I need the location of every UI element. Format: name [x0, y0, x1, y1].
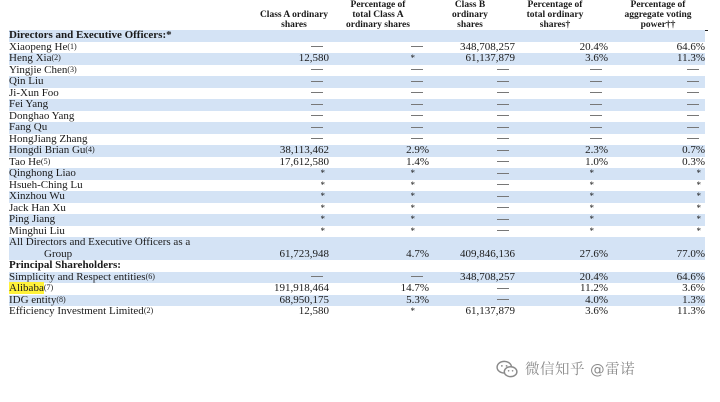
- dash-mark: [687, 92, 699, 93]
- dash-mark: [497, 92, 509, 93]
- header-pct-total-ordinary: Percentage of total ordinary shares†: [526, 0, 584, 30]
- row-name: Hongdi Brian Gu: [9, 144, 86, 156]
- pct-voting-cell: 0.7%: [608, 145, 705, 157]
- class-b-shares-cell: [429, 88, 515, 100]
- class-b-shares-cell: 409,846,136: [429, 249, 515, 261]
- pct-class-a-cell: *: [329, 53, 429, 65]
- class-b-shares-cell: [429, 203, 515, 215]
- pct-class-a-cell: [329, 65, 429, 77]
- pct-voting-cell: [608, 122, 705, 134]
- dash-mark: [590, 92, 602, 93]
- pct-total-cell: [515, 99, 608, 111]
- row-name: Fei Yang: [9, 98, 49, 110]
- table-row: [9, 191, 705, 203]
- class-a-shares-cell: [233, 122, 329, 134]
- pct-voting-cell: *: [608, 168, 705, 180]
- pct-total-cell: [515, 122, 608, 134]
- dash-mark: [687, 127, 699, 128]
- dash-mark: [497, 173, 509, 174]
- pct-class-a-cell: 1.4%: [406, 155, 429, 168]
- row-name: Minghui Liu: [9, 224, 65, 237]
- pct-class-a-cell: [329, 42, 429, 54]
- row-name: Xiaopeng He: [9, 40, 68, 53]
- dash-mark: [590, 127, 602, 128]
- class-a-shares-cell: 12,580: [233, 53, 329, 65]
- footnote-ref: (2): [51, 53, 61, 62]
- pct-voting-cell: 77.0%: [608, 249, 705, 261]
- class-b-shares-cell: [429, 226, 515, 238]
- pct-class-a-cell: *: [329, 168, 429, 180]
- dash-mark: [311, 127, 323, 128]
- table-row: [9, 306, 705, 318]
- class-b-shares-cell: [429, 191, 515, 203]
- dash-mark: [590, 115, 602, 116]
- class-b-shares-cell: [429, 157, 515, 169]
- pct-voting-cell: *: [608, 191, 705, 203]
- row-name: Heng Xia: [9, 52, 52, 64]
- pct-total-cell: 1.0%: [585, 155, 608, 168]
- pct-total-cell: 27.6%: [515, 249, 608, 261]
- pct-total-cell: *: [589, 202, 594, 213]
- row-name: Qin Liu: [9, 75, 44, 87]
- dash-mark: [411, 92, 423, 93]
- dash-mark: [687, 104, 699, 105]
- pct-total-cell: 2.3%: [515, 145, 608, 157]
- pct-class-a-cell: *: [410, 225, 415, 236]
- row-label: [9, 306, 233, 318]
- row-name: All Directors and Executive Officers as a: [9, 236, 191, 248]
- row-name: Directors and Executive Officers:*: [9, 29, 172, 41]
- footnote-ref: (2): [143, 306, 154, 315]
- row-name: Ji-Xun Foo: [9, 86, 59, 99]
- class-a-shares-cell: 38,113,462: [233, 145, 329, 157]
- pct-class-a-cell: *: [329, 214, 429, 226]
- table-row: [9, 122, 705, 134]
- footnote-ref: (7): [43, 283, 54, 292]
- class-b-shares-cell: 348,708,257: [429, 272, 515, 284]
- dash-mark: [311, 115, 323, 116]
- dash-mark: [497, 150, 509, 151]
- header-class-a: Class A ordinary shares: [259, 10, 329, 30]
- class-a-shares-cell: *: [233, 214, 329, 226]
- table-row: [9, 157, 705, 169]
- class-a-shares-cell: [233, 76, 329, 88]
- dash-mark: [311, 138, 323, 139]
- pct-total-cell: [515, 88, 608, 100]
- table-row: [9, 203, 705, 215]
- pct-total-cell: *: [589, 179, 594, 190]
- table-row: [9, 214, 705, 226]
- row-name: HongJiang Zhang: [9, 132, 88, 145]
- pct-total-cell: [515, 76, 608, 88]
- dash-mark: [311, 92, 323, 93]
- header-class-b: Class B ordinary shares: [452, 0, 488, 30]
- row-label: [9, 237, 233, 249]
- class-b-shares-cell: [429, 65, 515, 77]
- pct-total-cell: [515, 65, 608, 77]
- row-name: Alibaba: [9, 282, 44, 294]
- footnote-ref: (5): [40, 156, 51, 166]
- dash-mark: [497, 230, 509, 231]
- dash-mark: [411, 138, 423, 139]
- pct-total-cell: 4.0%: [515, 295, 608, 307]
- pct-class-a-cell: 4.7%: [329, 249, 429, 261]
- row-name: Ping Jiang: [9, 213, 56, 225]
- pct-total-cell: 20.4%: [515, 272, 608, 284]
- pct-voting-cell: [608, 76, 705, 88]
- pct-voting-cell: [608, 99, 705, 111]
- dash-mark: [687, 115, 699, 116]
- row-name: Hsueh-Ching Lu: [9, 178, 83, 191]
- pct-class-a-cell: [329, 260, 429, 272]
- pct-voting-cell: 11.3%: [676, 305, 705, 317]
- class-b-shares-cell: [429, 168, 515, 180]
- class-a-shares-cell: [233, 260, 329, 272]
- dash-mark: [311, 104, 323, 105]
- class-b-shares-cell: [429, 145, 515, 157]
- dash-mark: [497, 219, 509, 220]
- row-name: Simplicity and Respect entities: [9, 270, 146, 283]
- dash-mark: [411, 46, 423, 47]
- dash-mark: [311, 276, 323, 277]
- class-a-shares-cell: *: [320, 179, 325, 190]
- row-name: Fang Qu: [9, 121, 48, 133]
- footnote-ref: (1): [67, 41, 77, 51]
- table-row: [9, 99, 705, 111]
- footnote-ref: (4): [85, 145, 95, 154]
- class-a-shares-cell: [233, 111, 329, 123]
- pct-total-cell: *: [515, 168, 608, 180]
- class-a-shares-cell: 61,723,948: [233, 249, 329, 261]
- footnote-ref: (3): [67, 64, 77, 74]
- class-b-shares-cell: [429, 122, 515, 134]
- dash-mark: [497, 138, 509, 139]
- class-a-shares-cell: *: [320, 202, 325, 213]
- row-label: [9, 145, 233, 157]
- class-b-shares-cell: [429, 76, 515, 88]
- dash-mark: [411, 115, 423, 116]
- pct-class-a-cell: *: [410, 202, 415, 213]
- pct-total-cell: 3.6%: [585, 305, 608, 317]
- class-a-shares-cell: [233, 30, 329, 42]
- row-name: Donghao Yang: [9, 109, 75, 122]
- class-a-shares-cell: 12,580: [298, 305, 329, 317]
- class-a-shares-cell: *: [320, 225, 325, 236]
- dash-mark: [411, 127, 423, 128]
- dash-mark: [687, 138, 699, 139]
- class-b-shares-cell: [429, 99, 515, 111]
- pct-voting-cell: 64.6%: [676, 40, 705, 53]
- footnote-ref: (8): [56, 294, 66, 304]
- row-name: Qinghong Liao: [9, 167, 76, 179]
- pct-voting-cell: [608, 65, 705, 77]
- dash-mark: [497, 115, 509, 116]
- dash-mark: [590, 104, 602, 105]
- dash-mark: [590, 69, 602, 70]
- row-name: Xinzhou Wu: [9, 190, 65, 202]
- dash-mark: [311, 69, 323, 70]
- dash-mark: [497, 127, 509, 128]
- header-pct-class-a: Percentage of total Class A ordinary shares: [346, 0, 410, 30]
- pct-class-a-cell: [329, 122, 429, 134]
- table-row: [9, 65, 705, 77]
- pct-total-cell: *: [589, 225, 594, 236]
- row-name: Group: [44, 247, 73, 260]
- pct-total-cell: *: [515, 191, 608, 203]
- table-row: [9, 53, 705, 65]
- dash-mark: [497, 207, 509, 208]
- pct-class-a-cell: [329, 99, 429, 111]
- dash-mark: [497, 104, 509, 105]
- pct-class-a-cell: 2.9%: [329, 145, 429, 157]
- dash-mark: [411, 104, 423, 105]
- class-a-shares-cell: *: [233, 168, 329, 180]
- dash-mark: [497, 81, 509, 82]
- pct-voting-cell: 1.3%: [608, 295, 705, 307]
- pct-voting-cell: *: [608, 214, 705, 226]
- dash-mark: [497, 288, 509, 289]
- dash-mark: [687, 81, 699, 82]
- table-row: [9, 180, 705, 192]
- dash-mark: [590, 138, 602, 139]
- class-a-shares-cell: [233, 88, 329, 100]
- pct-class-a-cell: *: [329, 191, 429, 203]
- class-a-shares-cell: 68,950,175: [233, 295, 329, 307]
- pct-voting-cell: *: [696, 179, 701, 190]
- dash-mark: [497, 196, 509, 197]
- pct-class-a-cell: [329, 88, 429, 100]
- table-row: [9, 168, 705, 180]
- ownership-table: [9, 30, 705, 318]
- row-name: Yingjie Chen: [9, 63, 68, 76]
- table-row: [9, 111, 705, 123]
- class-a-shares-cell: [233, 65, 329, 77]
- pct-total-cell: 3.6%: [515, 53, 608, 65]
- row-name: IDG entity: [9, 293, 57, 306]
- pct-voting-cell: 0.3%: [682, 155, 705, 168]
- class-b-shares-cell: 348,708,257: [460, 40, 515, 53]
- class-b-shares-cell: [429, 283, 515, 295]
- dash-mark: [687, 69, 699, 70]
- watermark-text: 微信知乎 @雷诺: [525, 362, 636, 378]
- pct-class-a-cell: 5.3%: [329, 295, 429, 307]
- pct-voting-cell: [608, 88, 705, 100]
- dash-mark: [590, 81, 602, 82]
- footnote-ref: (6): [145, 271, 155, 281]
- pct-total-cell: 20.4%: [579, 40, 608, 53]
- class-b-shares-cell: [429, 111, 515, 123]
- dash-mark: [411, 276, 423, 277]
- row-name: Tao He: [9, 155, 41, 168]
- pct-class-a-cell: [329, 111, 429, 123]
- pct-voting-cell: *: [696, 225, 701, 236]
- pct-voting-cell: 11.3%: [608, 53, 705, 65]
- class-b-shares-cell: [429, 134, 515, 146]
- table-row: [9, 88, 705, 100]
- pct-total-cell: [515, 111, 608, 123]
- dash-mark: [497, 299, 509, 300]
- wechat-icon: [496, 360, 518, 378]
- pct-class-a-cell: *: [410, 179, 415, 190]
- class-b-shares-cell: [429, 214, 515, 226]
- class-a-shares-cell: *: [233, 191, 329, 203]
- dash-mark: [411, 81, 423, 82]
- class-a-shares-cell: 17,612,580: [279, 155, 329, 168]
- pct-voting-cell: 3.6%: [682, 282, 705, 294]
- dash-mark: [311, 81, 323, 82]
- pct-class-a-cell: 14.7%: [400, 282, 429, 294]
- watermark: [496, 358, 635, 379]
- row-name: Principal Shareholders:: [9, 259, 121, 271]
- pct-voting-cell: 64.6%: [608, 272, 705, 284]
- dash-mark: [497, 184, 509, 185]
- header-pct-voting: Percentage of aggregate voting power††: [624, 0, 692, 30]
- table-row: [9, 76, 705, 88]
- pct-voting-cell: [608, 111, 705, 123]
- row-name: Efficiency Investment Limited: [9, 305, 144, 317]
- class-b-shares-cell: 61,137,879: [465, 305, 515, 317]
- dash-mark: [311, 46, 323, 47]
- class-a-shares-cell: 191,918,464: [274, 282, 329, 294]
- pct-voting-cell: *: [696, 202, 701, 213]
- dash-mark: [497, 69, 509, 70]
- dash-mark: [497, 161, 509, 162]
- class-b-shares-cell: [429, 180, 515, 192]
- pct-class-a-cell: *: [410, 306, 415, 316]
- pct-class-a-cell: [329, 30, 429, 42]
- row-name: Jack Han Xu: [9, 201, 66, 214]
- pct-total-cell: *: [515, 214, 608, 226]
- class-a-shares-cell: [233, 99, 329, 111]
- pct-class-a-cell: [329, 76, 429, 88]
- dash-mark: [411, 69, 423, 70]
- class-b-shares-cell: 61,137,879: [429, 53, 515, 65]
- pct-total-cell: 11.2%: [579, 282, 608, 294]
